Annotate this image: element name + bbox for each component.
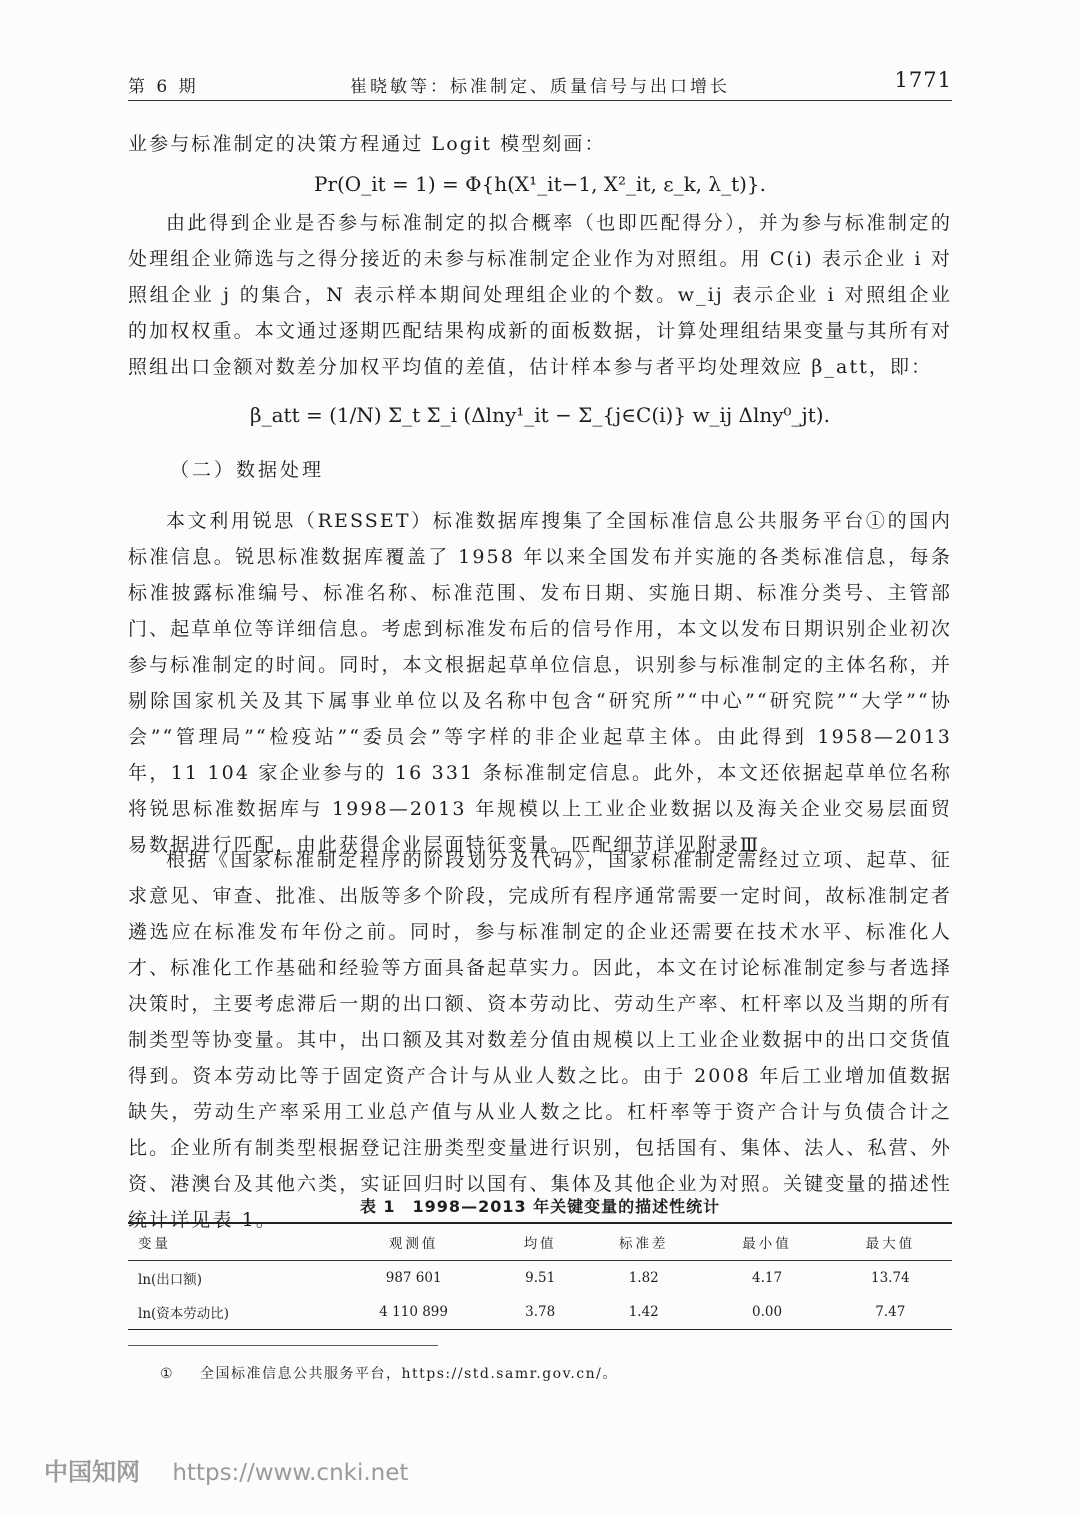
footnote-divider xyxy=(128,1345,438,1346)
watermark-url: https://www.cnki.net xyxy=(172,1460,409,1486)
paragraph-data-source: 本文利用锐思（RESSET）标准数据库搜集了全国标准信息公共服务平台①的国内标准信息。锐思标准数据库覆盖了 1958 年以来全国发布并实施的各类标准信息，每条标准披露标准编号、标准名称、标准范围、发布日期、实施日期、标准分类号、主管部门、起草单位等详细信息。考虑到标准发布后的信号作用，本文以发布日期识别企业初次参与标准制定的时间。同时，本文根据起草单位信息，识别参与标准制定的主体名称，并剔除国家机关及其下属事业单位以及名称中包含“研究所”“中心”“研究院”“大学”“协会”“管理局”“检疫站”“委员会”等字样的非企业起草主体。由此得到 1958—2013 年，11 104 家企业参与的 16 331 条标准制定信息。此外，本文还依据起草单位名称将锐思标准数据库与 1998—2013 年规模以上工业企业数据以及海关企业交易层面贸易数据进行匹配，由此获得企业层面特征变量。匹配细节详见附录Ⅲ。 xyxy=(128,510,952,856)
table-header-row xyxy=(128,1223,952,1261)
table-cell: 7.47 xyxy=(875,1304,906,1320)
column-header: 变量 xyxy=(128,1223,329,1261)
running-header xyxy=(128,66,952,101)
paragraph-matching: 由此得到企业是否参与标准制定的拟合概率（也即匹配得分），并为参与标准制定的处理组企业筛选与之得分接近的未参与标准制定企业作为对照组。用 C(i) 表示企业 i 对照组企业 j 的集合，N 表示样本期间处理组企业的个数。w_ij 表示企业 i 对照组企业的加权权重。本文通过逐期匹配结果构成新的面板数据，计算处理组结果变量与其所有对照组出口金额对数差分加权平均值的差值，估计样本参与者平均处理效应 β_att，即： xyxy=(128,212,953,378)
logit-equation: Pr(O_it = 1) = Φ{h(X¹_it−1, X²_it, ε_k, λ_t)}. xyxy=(313,172,766,196)
column-header: 最小值 xyxy=(705,1223,828,1261)
table-cell: 4 110 899 xyxy=(379,1304,448,1320)
watermark-brand: 中国知网 xyxy=(44,1458,140,1486)
table-row xyxy=(128,1261,952,1296)
section-heading: （二）数据处理 xyxy=(170,459,325,481)
page-number: 1771 xyxy=(894,68,952,92)
table-cell: ln(资本劳动比) xyxy=(138,1306,230,1322)
footnote-mark: ① xyxy=(160,1366,175,1382)
paragraph-covariates: 根据《国家标准制定程序的阶段划分及代码》，国家标准制定需经过立项、起草、征求意见、审查、批准、出版等多个阶段，完成所有程序通常需要一定时间，故标准制定者遴选应在标准发布年份之前。同时，参与标准制定的企业还需要在技术水平、标准化人才、标准化工作基础和经验等方面具备起草实力。因此，本文在讨论标准制定参与者选择决策时，主要考虑滞后一期的出口额、资本劳动比、劳动生产率、杠杆率以及当期的所有制类型等协变量。其中，出口额及其对数差分值由规模以上工业企业数据中的出口交货值得到。资本劳动比等于固定资产合计与从业人数之比。由于 2008 年后工业增加值数据缺失，劳动生产率采用工业总产值与从业人数之比。杠杆率等于资产合计与负债合计之比。企业所有制类型根据登记注册类型变量进行识别，包括国有、集体、法人、私营、外资、港澳台及其他六类，实证回归时以国有、集体及其他企业为对照。关键变量的描述性统计详见表 1。 xyxy=(128,849,952,1231)
table-cell: 1.42 xyxy=(628,1304,659,1320)
table-cell: 13.74 xyxy=(871,1270,910,1286)
table-cell: 9.51 xyxy=(525,1270,556,1286)
column-header: 最大值 xyxy=(829,1223,952,1261)
table-caption: 表 1 1998—2013 年关键变量的描述性统计 xyxy=(359,1197,721,1216)
intro-line: 业参与标准制定的决策方程通过 Logit 模型刻画： xyxy=(128,133,606,155)
table-cell: ln(出口额) xyxy=(138,1272,203,1288)
table-cell: 987 601 xyxy=(385,1270,442,1286)
issue-number: 第 6 期 xyxy=(128,77,199,97)
att-equation: β_att = (1/N) Σ_t Σ_i (Δlny¹_it − Σ_{j∈C(i)} w_ij Δlny⁰_jt). xyxy=(250,403,830,427)
table-cell: 1.82 xyxy=(628,1270,659,1286)
table-row xyxy=(128,1295,952,1330)
column-header: 均值 xyxy=(498,1223,582,1261)
table-cell: 0.00 xyxy=(751,1304,783,1320)
table-cell: 3.78 xyxy=(525,1304,556,1320)
descriptive-stats-table xyxy=(128,1222,952,1330)
cnki-watermark xyxy=(44,1452,408,1487)
column-header: 标准差 xyxy=(582,1223,705,1261)
footnote-text: 全国标准信息公共服务平台，https://std.samr.gov.cn/。 xyxy=(200,1366,618,1382)
table-cell: 4.17 xyxy=(751,1270,783,1286)
column-header: 观测值 xyxy=(329,1223,498,1261)
running-title: 崔晓敏等：标准制定、质量信号与出口增长 xyxy=(350,77,730,97)
footnote xyxy=(160,1363,618,1383)
